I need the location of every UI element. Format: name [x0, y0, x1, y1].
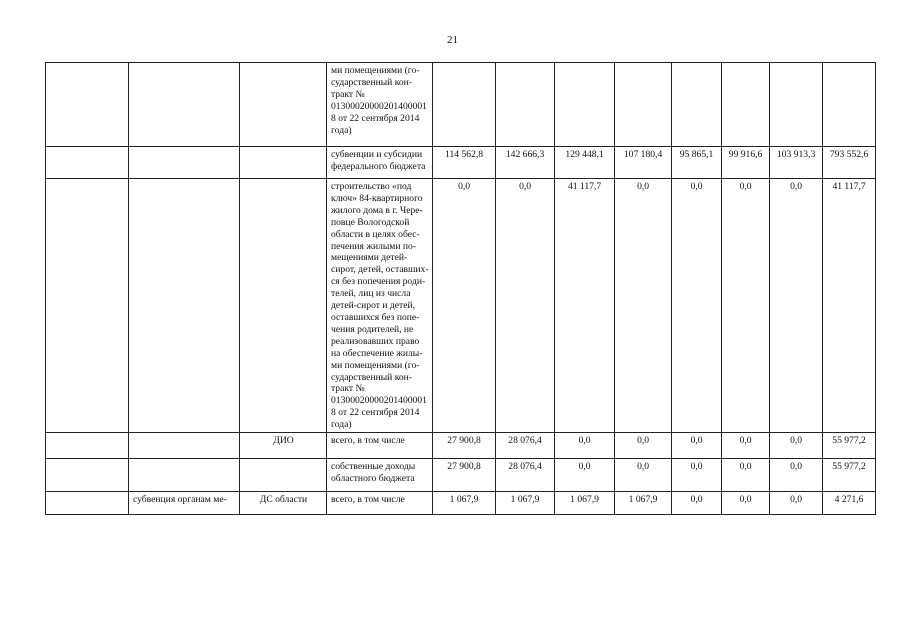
description-line: мещениями детей-	[331, 252, 408, 264]
empty-cell	[46, 433, 129, 459]
description-line: всего, в том числе	[331, 494, 405, 506]
description-line: на обеспечение жилы-	[331, 347, 423, 359]
value-cell	[822, 63, 875, 147]
value-cell: 0,0	[554, 433, 614, 459]
value-cell	[495, 63, 554, 147]
value-cell: 0,0	[721, 179, 769, 433]
value-cell: 41 117,7	[554, 179, 614, 433]
executor-cell: ДС области	[240, 492, 327, 515]
table-row	[46, 433, 876, 459]
description-line: тракт №	[331, 88, 365, 100]
value-cell: 0,0	[671, 433, 721, 459]
value-cell: 0,0	[769, 179, 822, 433]
description-line: ми помещениями (го-	[331, 65, 420, 76]
value-cell: 129 448,1	[554, 147, 614, 179]
value-cell: 0,0	[495, 179, 554, 433]
value-cell	[769, 63, 822, 147]
value-cell: 1 067,9	[432, 492, 495, 515]
description-line: всего, в том числе	[331, 435, 405, 447]
description-line: года)	[331, 419, 352, 431]
value-cell: 1 067,9	[495, 492, 554, 515]
table-row	[46, 492, 876, 515]
description-line: строительство «под	[331, 181, 412, 192]
value-cell	[614, 63, 671, 147]
page-number: 21	[447, 34, 458, 46]
description-cell	[327, 147, 433, 179]
value-cell: 107 180,4	[614, 147, 671, 179]
value-cell: 0,0	[769, 459, 822, 492]
description-line: сударственный кон-	[331, 371, 412, 383]
value-cell: 0,0	[554, 459, 614, 492]
section-cell	[129, 433, 240, 459]
value-cell: 99 916,6	[721, 147, 769, 179]
section-cell: субвенция органам ме-	[129, 492, 240, 515]
section-cell	[129, 147, 240, 179]
table-row	[46, 147, 876, 179]
budget-table	[45, 62, 876, 515]
description-line: федерального бюджета	[331, 160, 426, 172]
value-cell: 0,0	[769, 433, 822, 459]
value-cell: 0,0	[671, 492, 721, 515]
value-cell: 0,0	[614, 433, 671, 459]
value-cell: 0,0	[614, 459, 671, 492]
section-cell	[129, 63, 240, 147]
empty-cell	[46, 179, 129, 433]
value-cell: 41 117,7	[822, 179, 875, 433]
description-line: ключ» 84-квартирного	[331, 192, 423, 204]
empty-cell	[46, 492, 129, 515]
value-cell: 1 067,9	[554, 492, 614, 515]
value-cell: 0,0	[671, 179, 721, 433]
value-cell: 55 977,2	[822, 433, 875, 459]
description-line: телей, лиц из числа	[331, 288, 411, 300]
table-body	[46, 63, 876, 515]
description-line: сударственный кон-	[331, 76, 412, 88]
section-cell	[129, 459, 240, 492]
description-line: 8 от 22 сентября 2014	[331, 112, 420, 124]
description-line: ся без попечения роди-	[331, 276, 426, 288]
description-cell	[327, 459, 433, 492]
description-line: ми помещениями (го-	[331, 359, 420, 371]
value-cell: 4 271,6	[822, 492, 875, 515]
value-cell: 793 552,6	[822, 147, 875, 179]
table-row	[46, 179, 876, 433]
description-line: 01300020000201400001	[331, 100, 427, 112]
executor-cell	[240, 63, 327, 147]
value-cell: 0,0	[432, 179, 495, 433]
description-line: чения родителей, не	[331, 323, 414, 335]
value-cell	[721, 63, 769, 147]
description-line: сирот, детей, оставших-	[331, 264, 429, 276]
description-cell	[327, 179, 433, 433]
value-cell: 0,0	[721, 433, 769, 459]
empty-cell	[46, 147, 129, 179]
value-cell: 142 666,3	[495, 147, 554, 179]
table-row	[46, 63, 876, 147]
value-cell	[432, 63, 495, 147]
description-line: области в целях обес-	[331, 228, 420, 240]
value-cell: 0,0	[769, 492, 822, 515]
value-cell	[671, 63, 721, 147]
value-cell: 1 067,9	[614, 492, 671, 515]
description-cell	[327, 63, 433, 147]
description-line: субвенции и субсидии	[331, 149, 423, 160]
description-cell	[327, 433, 433, 459]
description-line: собственные доходы	[331, 461, 416, 473]
description-line: года)	[331, 124, 352, 136]
value-cell: 114 562,8	[432, 147, 495, 179]
description-line: реализовавших право	[331, 335, 420, 347]
empty-cell	[46, 63, 129, 147]
executor-cell: ДИО	[240, 433, 327, 459]
empty-cell	[46, 459, 129, 492]
value-cell: 55 977,2	[822, 459, 875, 492]
description-line: оставшихся без попе-	[331, 311, 420, 323]
value-cell: 27 900,8	[432, 459, 495, 492]
value-cell: 103 913,3	[769, 147, 822, 179]
table-row	[46, 459, 876, 492]
value-cell: 0,0	[671, 459, 721, 492]
value-cell: 28 076,4	[495, 433, 554, 459]
description-line: 8 от 22 сентября 2014	[331, 407, 420, 419]
value-cell: 28 076,4	[495, 459, 554, 492]
description-line: детей-сирот и детей,	[331, 300, 416, 312]
description-line: печения жилыми по-	[331, 240, 417, 252]
description-line: повце Вологодской	[331, 216, 410, 228]
executor-cell	[240, 147, 327, 179]
value-cell: 95 865,1	[671, 147, 721, 179]
value-cell: 0,0	[721, 492, 769, 515]
value-cell: 27 900,8	[432, 433, 495, 459]
value-cell: 0,0	[721, 459, 769, 492]
description-line: областного бюджета	[331, 472, 415, 484]
description-line: жилого дома в г. Чере-	[331, 204, 423, 216]
section-cell	[129, 179, 240, 433]
value-cell: 0,0	[614, 179, 671, 433]
description-line: тракт №	[331, 383, 365, 395]
value-cell	[554, 63, 614, 147]
description-line: 01300020000201400001	[331, 395, 427, 407]
executor-cell	[240, 179, 327, 433]
executor-cell	[240, 459, 327, 492]
description-cell	[327, 492, 433, 515]
